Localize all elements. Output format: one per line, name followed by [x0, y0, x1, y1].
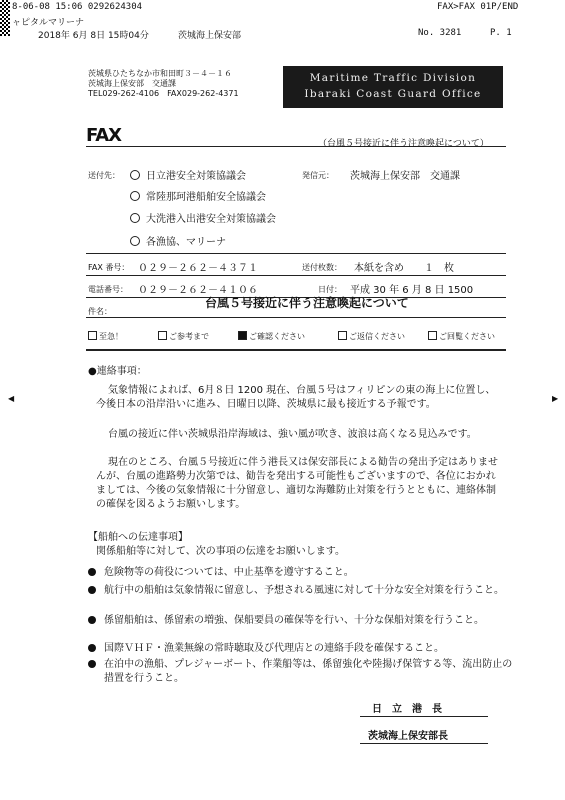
vessel-item-5	[88, 658, 522, 686]
fax-number: No. 3281	[418, 28, 462, 38]
subject-tag: （台風５号接近に伴う注意喚起について）	[318, 139, 489, 149]
item-text: 係留船舶は、係留索の増強、保船要員の確保等を行い、十分な保船対策を行うこと。	[104, 615, 484, 626]
checkbox-reply[interactable]	[338, 331, 405, 342]
bullet-icon	[88, 660, 96, 668]
subject-label: 件名：	[88, 307, 112, 316]
subject-value: 台風５号接近に伴う注意喚起について	[205, 296, 409, 310]
to-label: 送付先：	[88, 171, 120, 180]
checkbox-circulate[interactable]	[428, 331, 495, 342]
fax-number-label: FAX 番号：	[88, 263, 130, 272]
fax-timestamp: 8-06-08 15:06 0292624304	[12, 2, 143, 12]
item-text: 国際ＶＨＦ・漁業無線の常時聴取及び代理店との連絡手段を確保すること。	[104, 643, 444, 654]
bullet-icon	[88, 644, 96, 652]
checkbox-checked-icon	[238, 331, 247, 340]
recipient-label: 常陸那珂港船舶安全協議会	[146, 192, 266, 203]
signature-harbor-master: 日 立 港 長	[372, 704, 442, 715]
checkbox-icon	[88, 331, 97, 340]
item-text: 航行中の船舶は気象情報に留意し、予想される風速に対して十分な安全対策を行うこと。	[104, 585, 504, 596]
fax-transmission-pattern	[0, 0, 10, 36]
fax-page: P. 1	[490, 28, 512, 38]
fax-number-value: ０２９－２６２－４３７１	[138, 263, 258, 274]
checkbox-confirm[interactable]	[238, 331, 305, 342]
paragraph-2: 台風の接近に伴い茨城県沿岸海域は、強い風が吹き、波浪は高くなる見込みです。	[108, 429, 477, 440]
vessel-heading: 【船舶への伝達事項】	[88, 532, 188, 543]
bullet-icon	[88, 586, 96, 594]
contact-heading: ●連絡事項：	[88, 366, 147, 377]
checkbox-icon	[338, 331, 347, 340]
item-text: 危険物等の荷役については、中止基準を遵守すること。	[104, 567, 354, 578]
from-value: 茨城海上保安部 交通課	[350, 171, 460, 182]
checkbox-icon	[158, 331, 167, 340]
checkbox-label: ご返信ください	[349, 332, 405, 341]
signature-rule	[360, 743, 488, 744]
tel-value: ０２９－２６２－４１０６	[138, 285, 258, 296]
circle-icon	[130, 191, 140, 201]
vessel-item-3	[88, 614, 522, 628]
banner-line-2: Ibaraki Coast Guard Office	[304, 88, 482, 100]
circle-icon	[130, 236, 140, 246]
fax-sender-name: ャピタルマリーナ	[12, 18, 85, 28]
vessel-item-2	[88, 584, 522, 598]
checkbox-icon	[428, 331, 437, 340]
item-text: 在泊中の漁船、プレジャーボート、作業船等は、係留強化や陸揚げ保管する等、流出防止の措置を行うこと。	[104, 659, 513, 684]
circle-icon	[130, 170, 140, 180]
recipient-2	[130, 188, 266, 203]
date-value: 平成 30 年 6 月 8 日 1500	[350, 285, 474, 296]
margin-mark-left: ◀	[8, 394, 15, 403]
paragraph-1: 気象情報によれば、6月８日 1200 現在、台風５号はフィリピンの東の海上に位置し、今後日本の沿岸沿いに進み、日曜日以降、茨城県に最も接近する予報です。	[96, 385, 496, 410]
form-rule	[86, 349, 506, 351]
bullet-icon	[88, 616, 96, 624]
office-name: 茨城海上保安部 交通課	[88, 79, 176, 88]
form-rule	[86, 317, 506, 318]
signature-coast-guard: 茨城海上保安部長	[368, 731, 448, 742]
vessel-item-4	[88, 642, 506, 656]
bullet-icon	[88, 568, 96, 576]
checkbox-label: ご回覧ください	[439, 332, 495, 341]
banner-line-1: Maritime Traffic Division	[309, 72, 477, 84]
paragraph-3: 現在のところ、台風５号接近に伴う港長又は保安部長による勧告の発出予定はありませんが、台風の進路勢力次第では、勧告を発出する可能性もございますので、各位におかれましては、今後の気象情報に十分留意し、適切な海難防止対策を行うとともに、連絡体制の確保を図るようお願いします。	[96, 457, 498, 510]
vessel-intro: 関係船舶等に対して、次の事項の伝達をお願いします。	[96, 546, 345, 557]
tel-label: 電話番号：	[88, 285, 128, 294]
fax-logo: FAX	[86, 125, 122, 146]
office-banner	[283, 66, 503, 108]
fax-station: 茨城海上保安部	[178, 31, 242, 41]
checkbox-urgent[interactable]	[88, 331, 123, 342]
checkbox-label: ご確認ください	[249, 332, 305, 341]
checkbox-label: 至急！	[99, 332, 123, 341]
margin-mark-right: ▶	[552, 394, 559, 403]
form-rule	[86, 275, 506, 276]
recipient-label: 日立港安全対策協議会	[146, 171, 246, 182]
circle-icon	[130, 213, 140, 223]
checkbox-reference[interactable]	[158, 331, 209, 342]
sheets-value: 本紙を含め １ 枚	[354, 263, 454, 274]
form-rule	[86, 253, 506, 254]
office-address: 茨城県ひたちなか市和田町３－４－１６	[88, 69, 232, 78]
fax-page-indicator: FAX>FAX 01P/END	[437, 2, 519, 12]
recipient-label: 大洗港入出港安全対策協議会	[146, 214, 276, 225]
recipient-label: 各漁協、マリーナ	[146, 237, 226, 248]
checkbox-label: ご参考まで	[169, 332, 209, 341]
recipient-4	[130, 233, 226, 248]
fax-received-date: 2018年 6月 8日 15時04分	[38, 31, 149, 41]
from-label: 発信元：	[302, 171, 334, 180]
signature-rule	[360, 716, 488, 717]
office-phones: TEL029-262-4106 FAX029-262-4371	[88, 89, 239, 98]
recipient-3	[130, 210, 276, 225]
sheets-label: 送付枚数：	[302, 263, 342, 272]
vessel-item-1	[88, 566, 506, 580]
date-label: 日付：	[318, 285, 342, 294]
recipient-1	[130, 167, 246, 182]
